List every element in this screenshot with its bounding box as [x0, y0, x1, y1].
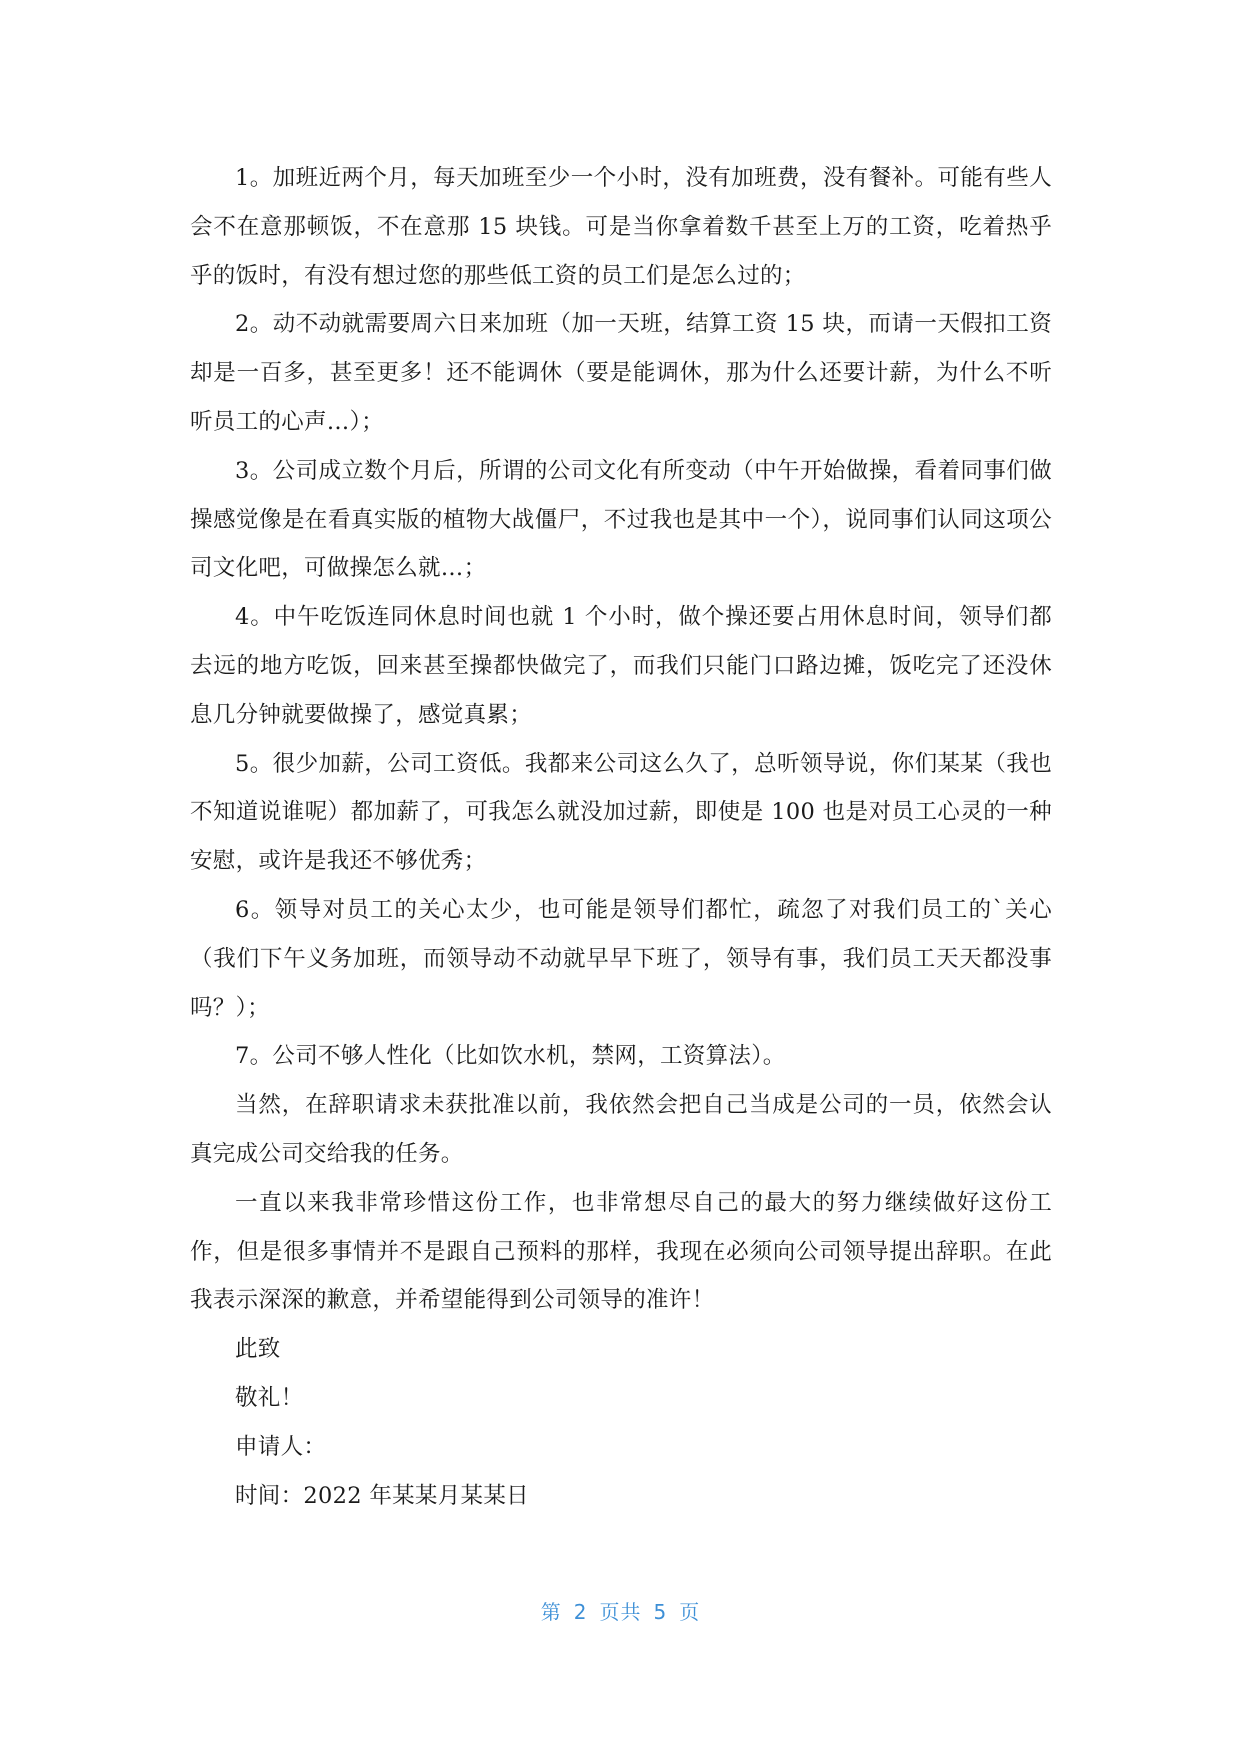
footer-total-pages: 5 — [653, 1600, 668, 1624]
paragraph-3: 3。公司成立数个月后，所谓的公司文化有所变动（中午开始做操，看着同事们做操感觉像是在看真实版的植物大战僵尸，不过我也是其中一个），说同事们认同这项公司文化吧，可做操怎么就…； — [190, 457, 1052, 582]
closing-regards: 敬礼！ — [235, 1384, 304, 1411]
date-line: 时间：2022 年某某月某某日 — [235, 1482, 529, 1509]
applicant-line: 申请人： — [235, 1433, 327, 1460]
letter-body — [190, 154, 1052, 1520]
paragraph-9: 一直以来我非常珍惜这份工作，也非常想尽自己的最大的努力继续做好这份工作，但是很多事情并不是跟自己预料的那样，我现在必须向公司领导提出辞职。在此我表示深深的歉意，并希望能得到公司领导的准许！ — [190, 1189, 1052, 1314]
paragraph-6: 6。领导对员工的关心太少，也可能是领导们都忙，疏忽了对我们员工的`关心（我们下午义务加班，而领导动不动就早早下班了，领导有事，我们员工天天都没事吗？）； — [190, 896, 1052, 1021]
paragraph-7: 7。公司不够人性化（比如饮水机，禁网，工资算法）。 — [235, 1043, 786, 1070]
closing-salutation: 此致 — [235, 1336, 281, 1363]
footer-page-word: 第 — [540, 1600, 562, 1624]
paragraph-2: 2。动不动就需要周六日来加班（加一天班，结算工资 15 块，而请一天假扣工资却是一百多，甚至更多！还不能调休（要是能调休，那为什么还要计薪，为什么不听听员工的心声…）； — [190, 311, 1052, 435]
paragraph-1: 1。加班近两个月，每天加班至少一个小时，没有加班费，没有餐补。可能有些人会不在意那顿饭，不在意那 15 块钱。可是当你拿着数千甚至上万的工资，吃着热乎乎的饭时，有没有想过您的那些低工资的员工们是怎么过的； — [190, 165, 1052, 289]
paragraph-5: 5。很少加薪，公司工资低。我都来公司这么久了，总听领导说，你们某某（我也不知道说谁呢）都加薪了，可我怎么就没加过薪，即使是 100 也是对员工心灵的一种安慰，或许是我还不够优秀； — [190, 750, 1052, 875]
footer-page-of: 页共 — [599, 1600, 642, 1624]
footer-page-suffix: 页 — [679, 1600, 701, 1624]
paragraph-4: 4。中午吃饭连同休息时间也就 1 个小时，做个操还要占用休息时间，领导们都去远的地方吃饭，回来甚至操都快做完了，而我们只能门口路边摊，饭吃完了还没休息几分钟就要做操了，感觉真累； — [190, 604, 1052, 728]
page-footer — [0, 1596, 1241, 1625]
paragraph-8: 当然，在辞职请求未获批准以前，我依然会把自己当成是公司的一员，依然会认真完成公司交给我的任务。 — [190, 1092, 1052, 1167]
footer-current-page: 2 — [573, 1600, 588, 1624]
